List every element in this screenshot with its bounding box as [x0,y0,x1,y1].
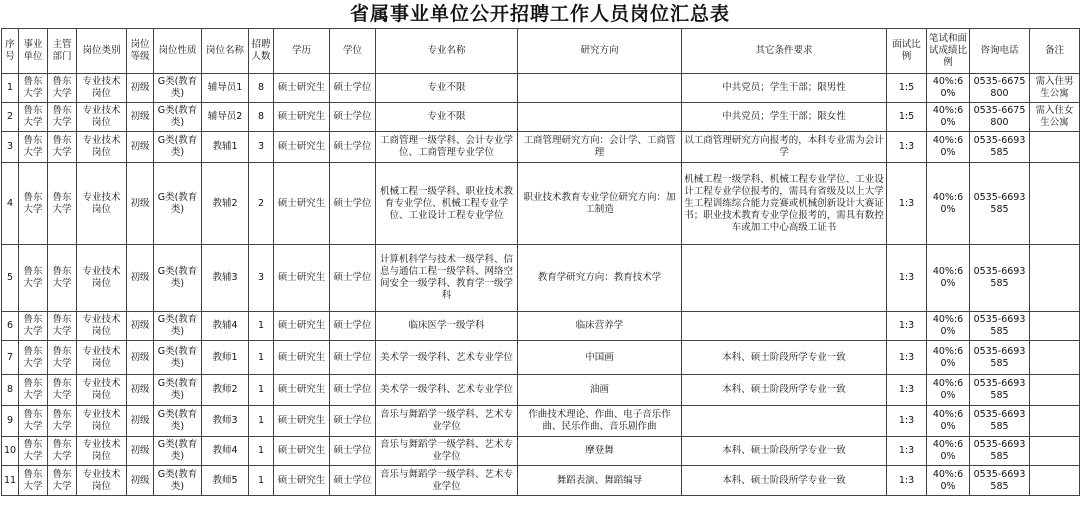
row-position-name: 教辅2 [202,163,249,245]
row-score-ratio: 40%:60% [927,406,970,437]
row-nature: G类(教育类) [154,74,202,103]
row-other-requirements [682,406,887,437]
row-education: 硕士研究生 [274,132,330,163]
row-other-requirements: 中共党员；学生干部；限女性 [682,103,887,132]
row-phone: 0535-6693585 [970,341,1030,375]
row-dept: 鲁东大学 [48,437,77,466]
row-note [1030,312,1080,341]
row-unit: 鲁东大学 [19,132,48,163]
table-row [2,312,1080,341]
row-category: 专业技术岗位 [77,103,127,132]
row-position-name: 教师5 [202,466,249,496]
row-unit: 鲁东大学 [19,163,48,245]
row-position-name: 教师4 [202,437,249,466]
row-phone: 0535-6693585 [970,163,1030,245]
row-score-ratio: 40%:60% [927,245,970,312]
row-research: 舞蹈表演、舞蹈编导 [518,466,682,496]
header-level: 岗位等级 [127,29,154,74]
row-phone: 0535-6693585 [970,437,1030,466]
row-dept: 鲁东大学 [48,341,77,375]
table-row [2,466,1080,496]
row-research [518,103,682,132]
row-major: 专业不限 [376,74,518,103]
row-unit: 鲁东大学 [19,437,48,466]
header-row [2,29,1080,74]
row-count: 1 [249,466,274,496]
row-interview-ratio: 1:5 [887,74,927,103]
row-degree: 硕士学位 [330,437,376,466]
row-research: 职业技术教育专业学位研究方向：加工制造 [518,163,682,245]
row-major: 音乐与舞蹈学一级学科、艺术专业学位 [376,437,518,466]
header-note: 备注 [1030,29,1080,74]
header-other-requirements: 其它条件要求 [682,29,887,74]
header-phone: 咨询电话 [970,29,1030,74]
row-degree: 硕士学位 [330,74,376,103]
row-interview-ratio: 1:3 [887,406,927,437]
row-other-requirements: 本科、硕士阶段所学专业一致 [682,437,887,466]
row-score-ratio: 40%:60% [927,132,970,163]
row-level: 初级 [127,103,154,132]
row-phone: 0535-6693585 [970,375,1030,406]
row-degree: 硕士学位 [330,245,376,312]
table-row [2,245,1080,312]
row-interview-ratio: 1:3 [887,245,927,312]
row-research: 油画 [518,375,682,406]
row-score-ratio: 40%:60% [927,312,970,341]
row-research: 中国画 [518,341,682,375]
row-nature: G类(教育类) [154,132,202,163]
row-level: 初级 [127,375,154,406]
row-degree: 硕士学位 [330,312,376,341]
table-row [2,406,1080,437]
row-position-name: 辅导员2 [202,103,249,132]
page-title: 省属事业单位公开招聘工作人员岗位汇总表 [349,3,730,25]
row-interview-ratio: 1:3 [887,132,927,163]
row-other-requirements [682,245,887,312]
row-major: 临床医学一级学科 [376,312,518,341]
row-no: 7 [2,341,19,375]
row-note [1030,437,1080,466]
row-position-name: 教师1 [202,341,249,375]
row-dept: 鲁东大学 [48,245,77,312]
row-education: 硕士研究生 [274,406,330,437]
row-position-name: 教辅3 [202,245,249,312]
row-education: 硕士研究生 [274,312,330,341]
row-research: 摩登舞 [518,437,682,466]
row-education: 硕士研究生 [274,74,330,103]
row-nature: G类(教育类) [154,341,202,375]
header-score-ratio: 笔试和面试成绩比例 [927,29,970,74]
row-major: 专业不限 [376,103,518,132]
row-interview-ratio: 1:3 [887,312,927,341]
row-dept: 鲁东大学 [48,466,77,496]
row-no: 10 [2,437,19,466]
row-phone: 0535-6693585 [970,312,1030,341]
header-dept: 主管部门 [48,29,77,74]
row-count: 1 [249,341,274,375]
row-phone: 0535-6675800 [970,74,1030,103]
row-category: 专业技术岗位 [77,341,127,375]
table-row [2,163,1080,245]
row-other-requirements: 机械工程一级学科、机械工程专业学位、工业设计工程专业学位报考的，需具有省级及以上大学生工程训练综合能力竞赛或机械创新设计大赛证书；职业技术教育专业学位报考的，需具有数控车或加工中心高级工证书 [682,163,887,245]
row-degree: 硕士学位 [330,375,376,406]
header-education: 学历 [274,29,330,74]
row-score-ratio: 40%:60% [927,437,970,466]
row-note: 需入住男生公寓 [1030,74,1080,103]
row-category: 专业技术岗位 [77,163,127,245]
row-level: 初级 [127,466,154,496]
row-no: 2 [2,103,19,132]
row-nature: G类(教育类) [154,163,202,245]
row-count: 3 [249,245,274,312]
row-major: 美术学一级学科、艺术专业学位 [376,375,518,406]
row-level: 初级 [127,341,154,375]
table-row [2,341,1080,375]
row-category: 专业技术岗位 [77,132,127,163]
header-category: 岗位类别 [77,29,127,74]
row-category: 专业技术岗位 [77,406,127,437]
row-no: 11 [2,466,19,496]
row-major: 机械工程一级学科、职业技术教育专业学位、机械工程专业学位、工业设计工程专业学位 [376,163,518,245]
row-phone: 0535-6693585 [970,132,1030,163]
row-position-name: 教辅1 [202,132,249,163]
row-phone: 0535-6693585 [970,406,1030,437]
row-other-requirements: 本科、硕士阶段所学专业一致 [682,375,887,406]
row-dept: 鲁东大学 [48,132,77,163]
row-category: 专业技术岗位 [77,466,127,496]
row-nature: G类(教育类) [154,466,202,496]
table-row [2,103,1080,132]
row-education: 硕士研究生 [274,245,330,312]
row-research: 工商管理研究方向：会计学、工商管理 [518,132,682,163]
header-major: 专业名称 [376,29,518,74]
row-interview-ratio: 1:5 [887,103,927,132]
header-interview-ratio: 面试比例 [887,29,927,74]
row-unit: 鲁东大学 [19,466,48,496]
table-row [2,132,1080,163]
row-level: 初级 [127,245,154,312]
row-nature: G类(教育类) [154,312,202,341]
row-unit: 鲁东大学 [19,406,48,437]
row-other-requirements: 本科、硕士阶段所学专业一致 [682,341,887,375]
row-phone: 0535-6675800 [970,103,1030,132]
row-research [518,74,682,103]
row-phone: 0535-6693585 [970,245,1030,312]
row-education: 硕士研究生 [274,437,330,466]
row-level: 初级 [127,406,154,437]
header-nature: 岗位性质 [154,29,202,74]
row-score-ratio: 40%:60% [927,103,970,132]
row-other-requirements [682,312,887,341]
row-education: 硕士研究生 [274,375,330,406]
row-nature: G类(教育类) [154,406,202,437]
row-category: 专业技术岗位 [77,245,127,312]
row-level: 初级 [127,437,154,466]
row-major: 音乐与舞蹈学一级学科、艺术专业学位 [376,466,518,496]
table-row [2,437,1080,466]
row-education: 硕士研究生 [274,341,330,375]
row-interview-ratio: 1:3 [887,341,927,375]
row-degree: 硕士学位 [330,132,376,163]
row-unit: 鲁东大学 [19,74,48,103]
header-no: 序号 [2,29,19,74]
row-count: 1 [249,312,274,341]
positions-table [1,28,1080,496]
row-unit: 鲁东大学 [19,341,48,375]
row-nature: G类(教育类) [154,103,202,132]
row-position-name: 教辅4 [202,312,249,341]
row-degree: 硕士学位 [330,466,376,496]
row-dept: 鲁东大学 [48,312,77,341]
row-dept: 鲁东大学 [48,103,77,132]
header-degree: 学位 [330,29,376,74]
row-category: 专业技术岗位 [77,437,127,466]
row-level: 初级 [127,132,154,163]
row-degree: 硕士学位 [330,406,376,437]
row-category: 专业技术岗位 [77,312,127,341]
row-level: 初级 [127,312,154,341]
row-research: 临床营养学 [518,312,682,341]
row-note [1030,406,1080,437]
row-nature: G类(教育类) [154,375,202,406]
header-position-name: 岗位名称 [202,29,249,74]
row-count: 1 [249,406,274,437]
row-interview-ratio: 1:3 [887,437,927,466]
row-nature: G类(教育类) [154,245,202,312]
row-dept: 鲁东大学 [48,406,77,437]
row-research: 教育学研究方向：教育技术学 [518,245,682,312]
row-major: 音乐与舞蹈学一级学科、艺术专业学位 [376,406,518,437]
row-score-ratio: 40%:60% [927,341,970,375]
table-row [2,375,1080,406]
header-research: 研究方向 [518,29,682,74]
row-other-requirements: 本科、硕士阶段所学专业一致 [682,466,887,496]
row-interview-ratio: 1:3 [887,163,927,245]
row-no: 1 [2,74,19,103]
row-position-name: 教师3 [202,406,249,437]
table-row [2,74,1080,103]
row-count: 2 [249,163,274,245]
row-no: 5 [2,245,19,312]
row-degree: 硕士学位 [330,341,376,375]
row-level: 初级 [127,74,154,103]
row-no: 3 [2,132,19,163]
row-nature: G类(教育类) [154,437,202,466]
row-other-requirements: 中共党员；学生干部；限男性 [682,74,887,103]
row-dept: 鲁东大学 [48,375,77,406]
row-major: 工商管理一级学科、会计专业学位、工商管理专业学位 [376,132,518,163]
row-no: 6 [2,312,19,341]
row-note [1030,341,1080,375]
row-count: 8 [249,74,274,103]
row-note: 需入住女生公寓 [1030,103,1080,132]
row-unit: 鲁东大学 [19,375,48,406]
row-major: 美术学一级学科、艺术专业学位 [376,341,518,375]
row-level: 初级 [127,163,154,245]
row-interview-ratio: 1:3 [887,466,927,496]
row-note [1030,466,1080,496]
row-position-name: 教师2 [202,375,249,406]
row-count: 3 [249,132,274,163]
row-count: 8 [249,103,274,132]
row-unit: 鲁东大学 [19,103,48,132]
row-no: 8 [2,375,19,406]
row-score-ratio: 40%:60% [927,74,970,103]
row-education: 硕士研究生 [274,103,330,132]
row-score-ratio: 40%:60% [927,375,970,406]
row-note [1030,132,1080,163]
row-unit: 鲁东大学 [19,312,48,341]
row-education: 硕士研究生 [274,466,330,496]
row-score-ratio: 40%:60% [927,466,970,496]
row-score-ratio: 40%:60% [927,163,970,245]
row-dept: 鲁东大学 [48,74,77,103]
row-other-requirements: 以工商管理研究方向报考的，本科专业需为会计学 [682,132,887,163]
row-phone: 0535-6693585 [970,466,1030,496]
row-note [1030,245,1080,312]
row-unit: 鲁东大学 [19,245,48,312]
row-no: 9 [2,406,19,437]
row-position-name: 辅导员1 [202,74,249,103]
row-dept: 鲁东大学 [48,163,77,245]
header-count: 招聘人数 [249,29,274,74]
row-note [1030,375,1080,406]
row-category: 专业技术岗位 [77,74,127,103]
row-count: 1 [249,375,274,406]
row-research: 作曲技术理论、作曲、电子音乐作曲、民乐作曲、音乐剧作曲 [518,406,682,437]
row-degree: 硕士学位 [330,163,376,245]
row-degree: 硕士学位 [330,103,376,132]
row-education: 硕士研究生 [274,163,330,245]
row-note [1030,163,1080,245]
header-unit: 事业单位 [19,29,48,74]
row-count: 1 [249,437,274,466]
row-major: 计算机科学与技术一级学科、信息与通信工程一级学科、网络空间安全一级学科、教育学一级学科 [376,245,518,312]
row-no: 4 [2,163,19,245]
row-interview-ratio: 1:3 [887,375,927,406]
row-category: 专业技术岗位 [77,375,127,406]
